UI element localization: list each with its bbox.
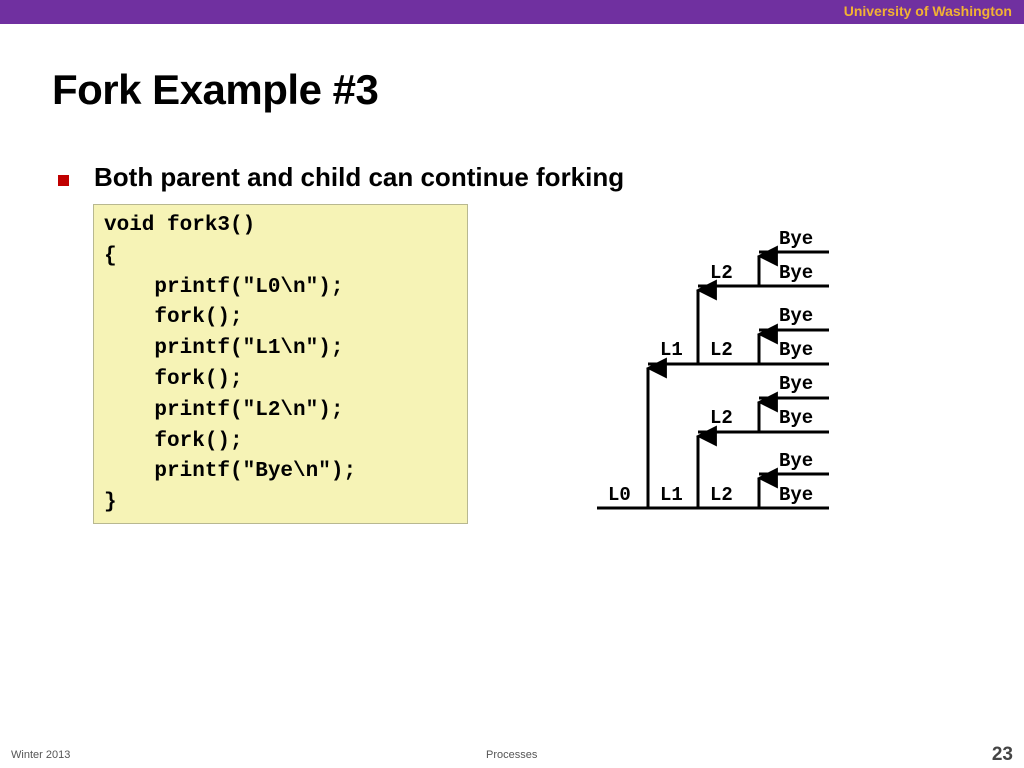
- code-line: {: [104, 244, 117, 268]
- label-l2: L2: [710, 262, 733, 284]
- label-bye: Bye: [779, 450, 814, 472]
- label-bye: Bye: [779, 228, 814, 250]
- label-l1: L1: [660, 484, 683, 506]
- label-bye: Bye: [779, 339, 814, 361]
- label-l2: L2: [710, 339, 733, 361]
- code-line: fork();: [104, 306, 243, 330]
- code-line: fork();: [104, 429, 243, 453]
- label-bye: Bye: [779, 305, 814, 327]
- code-line: printf("Bye\n");: [104, 460, 357, 484]
- code-line: printf("L1\n");: [104, 337, 344, 361]
- code-line: printf("L2\n");: [104, 398, 344, 422]
- label-l0: L0: [608, 484, 631, 506]
- university-name: University of Washington: [843, 3, 1012, 19]
- code-line: fork();: [104, 367, 243, 391]
- code-line: void fork3(): [104, 214, 256, 237]
- bullet-text: Both parent and child can continue forking: [94, 162, 625, 192]
- label-l2: L2: [710, 407, 733, 429]
- slide-title: Fork Example #3: [52, 66, 379, 113]
- label-l1: L1: [660, 339, 683, 361]
- code-line: }: [104, 491, 117, 515]
- label-bye: Bye: [779, 407, 814, 429]
- label-l2: L2: [710, 484, 733, 506]
- code-line: printf("L0\n");: [104, 275, 344, 299]
- page-number: 23: [991, 744, 1013, 765]
- footer-term: Winter 2013: [11, 749, 71, 761]
- label-bye: Bye: [779, 373, 814, 395]
- label-bye: Bye: [779, 262, 814, 284]
- label-bye: Bye: [779, 484, 814, 506]
- footer-topic: Processes: [486, 749, 538, 761]
